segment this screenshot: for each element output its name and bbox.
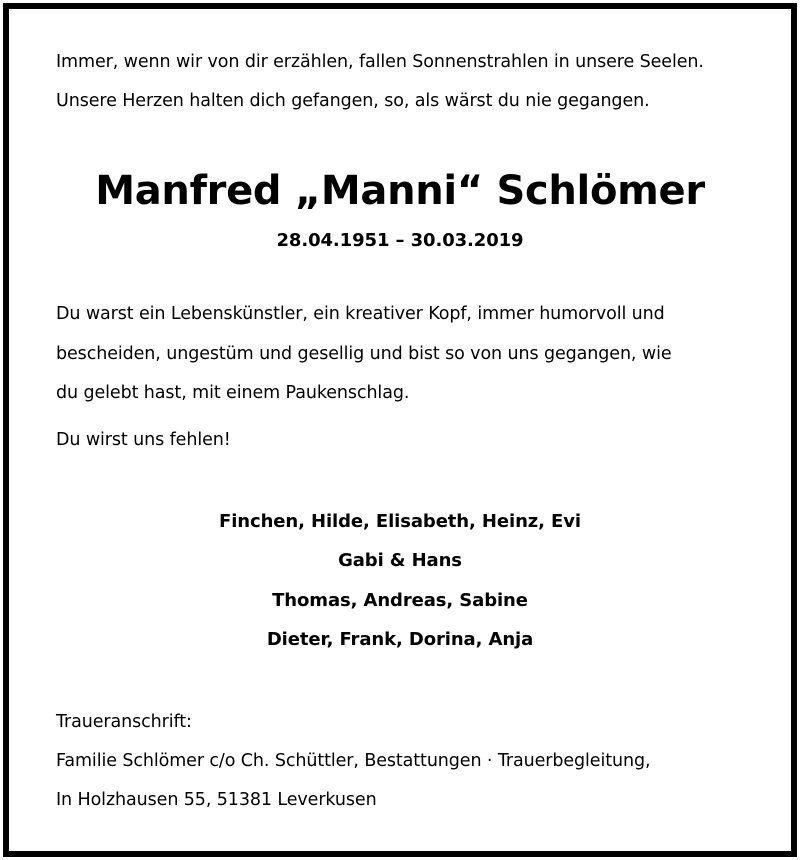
tribute-line-3: du gelebt hast, mit einem Paukenschlag. — [56, 383, 410, 403]
mourner-line-1: Finchen, Hilde, Elisabeth, Heinz, Evi — [219, 511, 581, 532]
deceased-name: Manfred „Manni“ Schlömer — [95, 168, 705, 214]
mourner-line-2: Gabi & Hans — [338, 550, 462, 571]
address-line-2: In Holzhausen 55, 51381 Leverkusen — [56, 790, 377, 810]
mourner-line-3: Thomas, Andreas, Sabine — [272, 590, 528, 611]
mourner-line-4: Dieter, Frank, Dorina, Anja — [266, 629, 534, 650]
intro-verse-line-2: Unsere Herzen halten dich gefangen, so, als wärst du nie gegangen. — [56, 91, 650, 111]
address-heading: Traueranschrift: — [56, 712, 192, 732]
intro-verse-line-1: Immer, wenn wir von dir erzählen, fallen Sonnenstrahlen in unsere Seelen. — [56, 52, 704, 72]
life-dates: 28.04.1951 – 30.03.2019 — [276, 230, 524, 251]
tribute-line-1: Du warst ein Lebenskünstler, ein kreativer Kopf, immer humorvoll und — [56, 304, 665, 324]
tribute-line-2: bescheiden, ungestüm und gesellig und bist so von uns gegangen, wie — [56, 344, 672, 364]
tribute-closing: Du wirst uns fehlen! — [56, 430, 231, 450]
address-line-1: Familie Schlömer c/o Ch. Schüttler, Bestattungen · Trauerbegleitung, — [56, 751, 651, 771]
